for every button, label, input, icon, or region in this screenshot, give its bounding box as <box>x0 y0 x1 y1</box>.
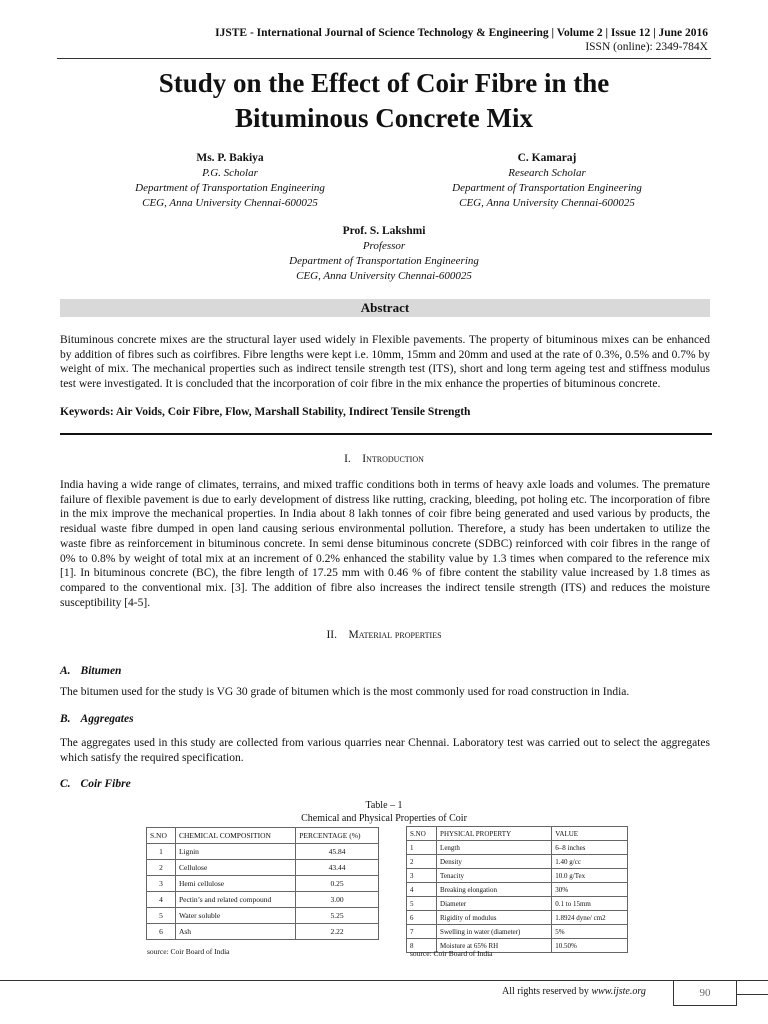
abstract-text: Bituminous concrete mixes are the structural layer used widely in Flexible pavements. The property of bituminous mixes can be enhanced by addition of fibres such as coirfibres. Fibre lengths were kept i.e. 10mm, 15mm and 20mm and used at the rate of 0.3%, 0.5% and 0.7% by weight of mix. The mechanical properties such as indirect tensile strength test (ITS), short and long term ageing test and stiffness modulus test were investigated. It is concluded that the incorporation of coir fibre in the mix enhance the properties of bituminous concrete. <box>60 334 710 391</box>
table-cell: Cellulose <box>175 860 295 876</box>
title-line-1: Study on the Effect of Coir Fibre in the <box>158 68 610 98</box>
table-source: source: Coir Board of India <box>147 947 230 956</box>
author-block <box>397 151 697 211</box>
table-title: Chemical and Physical Properties of Coir <box>301 813 467 824</box>
subsection-title: Bitumen <box>80 665 122 677</box>
chemical-properties-table <box>146 827 379 940</box>
subsection-heading-aggregates <box>60 713 134 725</box>
introduction-text: India having a wide range of climates, terrains, and mixed traffic conditions both in terms of heavy axle loads and volumes. The premature failure of flexible pavement is due to early development of distress like rutting, cracking, bleeding, pot holing etc. The incorporation of fibre in the mix improve the mechanical properties. In India about 8 lakh tonnes of coir fibre being generated and used various by products, the residual waste fibre dumped in open land causing serious environmental pollution. Therefore, a study has been undertaken to utilize the waste fibre as reinforcement in bituminous concrete. In semi dense bituminous concrete (SDBC) reinforced with coir fibres in the range of 0% to 0.8% by weight of total mix at an increment of 0.2% enhanced the stability value by 1.3 times when compared to the reference mix [1]. In bituminous concrete (BC), the fibre length of 17.25 mm with 0.46 % of fibre content the stability value increased by 1.8 times as compared to the conventional mix. [3]. The addition of fibre also increases the indirect tensile strength (ITS) and reduces the moisture susceptibility [4-5]. <box>60 479 710 609</box>
table-cell: 6 <box>147 924 176 940</box>
section-title: Introduction <box>362 453 424 465</box>
journal-header <box>215 26 708 54</box>
website-link[interactable]: www.ijste.org <box>591 986 646 997</box>
table-cell: 5.25 <box>296 908 379 924</box>
table-cell: Ash <box>175 924 295 940</box>
header-cell: S.NO <box>147 828 176 844</box>
table-cell: 0.25 <box>296 876 379 892</box>
section-title: Material properties <box>348 629 442 641</box>
keywords: Keywords: Air Voids, Coir Fibre, Flow, Marshall Stability, Indirect Tensile Strength <box>60 406 471 418</box>
table-cell: 1 <box>147 844 176 860</box>
table-cell: Density <box>437 855 552 869</box>
table-header-row <box>147 828 379 844</box>
table-cell: Breaking elongation <box>437 883 552 897</box>
aggregates-text: The aggregates used in this study are collected from various quarries near Chennai. Laboratory test was carried out to select the aggregates which satisfy the required specification. <box>60 737 710 764</box>
section-heading-introduction <box>0 453 768 465</box>
author-inst: CEG, Anna University Chennai-600025 <box>142 197 318 209</box>
table-row <box>407 925 628 939</box>
author-dept: Department of Transportation Engineering <box>135 182 325 194</box>
table-cell: 1.40 g/cc <box>552 855 628 869</box>
author-inst: CEG, Anna University Chennai-600025 <box>296 270 472 282</box>
subsection-heading-bitumen <box>60 665 121 677</box>
table-cell: 3 <box>407 869 437 883</box>
table-row <box>407 869 628 883</box>
author-inst: CEG, Anna University Chennai-600025 <box>459 197 635 209</box>
author-dept: Department of Transportation Engineering <box>452 182 642 194</box>
table-cell: Rigidity of modulus <box>437 911 552 925</box>
table-cell: 2 <box>407 855 437 869</box>
subsection-heading-coir <box>60 778 131 790</box>
author-block <box>234 224 534 284</box>
physical-properties-table <box>406 826 628 953</box>
table-row <box>407 855 628 869</box>
table-cell: Moisture at 65% RH <box>437 939 552 953</box>
table-cell: 10.50% <box>552 939 628 953</box>
section-heading-material <box>0 629 768 641</box>
table-cell: 2.22 <box>296 924 379 940</box>
table-cell: Diameter <box>437 897 552 911</box>
table-cell: Lignin <box>175 844 295 860</box>
footer-corner-rule <box>737 994 768 995</box>
table-cell: Water soluble <box>175 908 295 924</box>
table-cell: 0.1 to 15mm <box>552 897 628 911</box>
table-row <box>407 883 628 897</box>
table-cell: 45.84 <box>296 844 379 860</box>
subsection-mark: A. <box>60 665 71 677</box>
table-row <box>147 892 379 908</box>
page-number: 90 <box>673 980 737 1006</box>
table-cell: 2 <box>147 860 176 876</box>
table-cell: Tenacity <box>437 869 552 883</box>
author-role: P.G. Scholar <box>202 167 258 179</box>
table-cell: 6–8 inches <box>552 841 628 855</box>
bitumen-text: The bitumen used for the study is VG 30 grade of bitumen which is the most commonly used for road construction in India. <box>60 686 630 698</box>
table-cell: 8 <box>407 939 437 953</box>
author-dept: Department of Transportation Engineering <box>289 255 479 267</box>
table-cell: 3.00 <box>296 892 379 908</box>
table-cell: 30% <box>552 883 628 897</box>
table-row <box>407 897 628 911</box>
table-cell: Hemi cellulose <box>175 876 295 892</box>
section-divider <box>60 433 712 435</box>
section-number: I. <box>344 453 351 465</box>
table-caption <box>0 799 768 825</box>
journal-title: IJSTE - International Journal of Science Technology & Engineering | Volume 2 | Issue 12 | June 2016 <box>215 27 708 39</box>
abstract-heading: Abstract <box>60 299 710 317</box>
table-cell: 5 <box>407 897 437 911</box>
table-cell: 1 <box>407 841 437 855</box>
table-number: Table – 1 <box>365 800 403 811</box>
table-row <box>407 841 628 855</box>
header-cell: CHEMICAL COMPOSITION <box>175 828 295 844</box>
table-cell: 1.8924 dyne/ cm2 <box>552 911 628 925</box>
subsection-title: Coir Fibre <box>80 778 131 790</box>
author-role: Research Scholar <box>508 167 586 179</box>
table-cell: 3 <box>147 876 176 892</box>
author-name: Ms. P. Bakiya <box>196 152 264 164</box>
subsection-title: Aggregates <box>80 713 134 725</box>
table-cell: 6 <box>407 911 437 925</box>
table-cell: 7 <box>407 925 437 939</box>
subsection-mark: C. <box>60 778 71 790</box>
table-cell: Pectin’s and related compound <box>175 892 295 908</box>
table-cell: 10.0 g/Tex <box>552 869 628 883</box>
header-cell: PERCENTAGE (%) <box>296 828 379 844</box>
table-row <box>147 876 379 892</box>
issn: ISSN (online): 2349-784X <box>585 41 708 53</box>
table-cell: 5% <box>552 925 628 939</box>
header-cell: PHYSICAL PROPERTY <box>437 827 552 841</box>
table-cell: 4 <box>147 892 176 908</box>
section-number: II. <box>326 629 337 641</box>
footer-rule <box>0 980 768 981</box>
table-row <box>407 911 628 925</box>
table-cell: 43.44 <box>296 860 379 876</box>
author-name: C. Kamaraj <box>517 152 577 164</box>
title-line-2: Bituminous Concrete Mix <box>235 103 533 133</box>
header-rule <box>57 58 711 59</box>
author-role: Professor <box>362 240 406 252</box>
rights-text: All rights reserved by <box>502 986 589 997</box>
table-row <box>147 924 379 940</box>
table-header-row <box>407 827 628 841</box>
header-cell: VALUE <box>552 827 628 841</box>
table-row <box>147 860 379 876</box>
header-cell: S.NO <box>407 827 437 841</box>
paper-title <box>0 66 768 136</box>
footer-rights <box>502 986 646 997</box>
table-cell: 5 <box>147 908 176 924</box>
author-block <box>80 151 380 211</box>
table-source: source: Coir Board of India <box>410 949 493 958</box>
table-cell: 4 <box>407 883 437 897</box>
table-row <box>147 844 379 860</box>
author-name: Prof. S. Lakshmi <box>342 225 426 237</box>
table-row <box>147 908 379 924</box>
table-cell: Swelling in water (diameter) <box>437 925 552 939</box>
subsection-mark: B. <box>60 713 71 725</box>
table-cell: Length <box>437 841 552 855</box>
